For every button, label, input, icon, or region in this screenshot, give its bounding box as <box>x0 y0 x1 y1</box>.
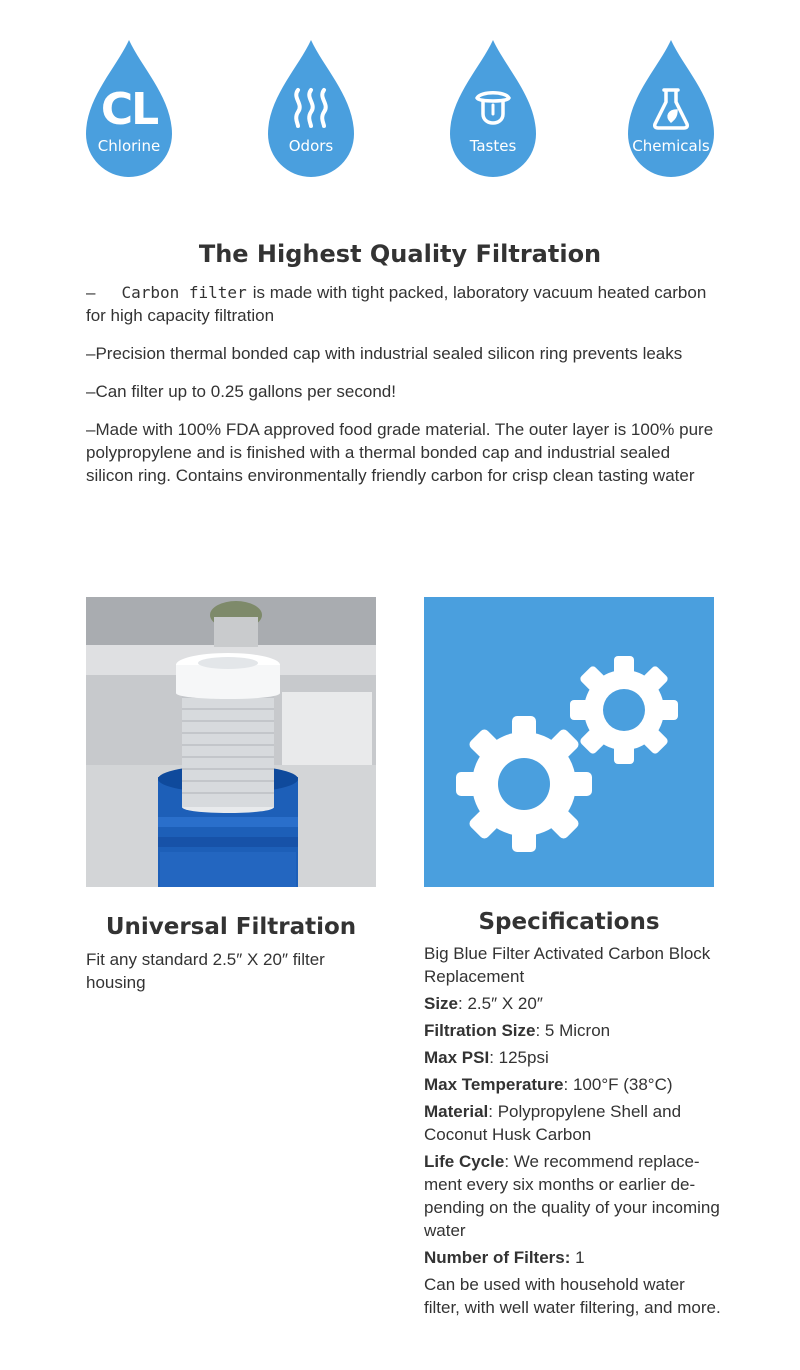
spec-value: : 2.5″ X 20″ <box>458 994 543 1013</box>
spec-value: : 5 Micron <box>535 1021 611 1040</box>
spec-psi <box>424 1046 724 1069</box>
odor-waves-icon <box>266 86 356 135</box>
main-title: The Highest Quality Filtration <box>198 240 602 268</box>
spec-label: Max Temperature <box>424 1075 564 1094</box>
drop-label-odors: Odors <box>288 137 334 155</box>
spec-size <box>424 992 724 1015</box>
spec-filter-count <box>424 1246 724 1269</box>
feature-list <box>86 281 716 502</box>
gears-graphic <box>424 597 714 887</box>
drop-label-chlorine: Chlorine <box>97 137 161 155</box>
flask-icon <box>626 86 716 135</box>
spec-filtration <box>424 1019 724 1042</box>
feature-item <box>86 281 716 327</box>
spec-label: Size <box>424 994 459 1013</box>
spec-label: Max PSI <box>424 1048 490 1067</box>
spec-material <box>424 1100 724 1146</box>
universal-text: Fit any standard 2.5″ X 20″ filter housing <box>86 950 325 992</box>
tastes-drop <box>448 38 538 178</box>
spec-label: Filtration Size <box>424 1021 536 1040</box>
feature-item: –Precision thermal bonded cap with industrial sealed silicon ring prevents leaks <box>86 344 683 363</box>
spec-value: 1 <box>570 1248 585 1267</box>
gears-icon <box>424 597 714 887</box>
bullet-dash: – <box>86 283 96 302</box>
feature-item: –Can filter up to 0.25 gallons per second! <box>86 382 396 401</box>
spec-product: Big Blue Filter Activated Carbon Block Replacement <box>424 944 711 986</box>
chlorine-drop <box>84 38 174 178</box>
spec-usage: Can be used with household water filter, with well water filtering, and more. <box>424 1275 721 1317</box>
product-photo <box>86 597 376 887</box>
drop-label-tastes: Tastes <box>469 137 517 155</box>
spec-value: : Polypropylene Shell and Coconut Husk Carbon <box>424 1102 682 1144</box>
spec-value: : 125psi <box>489 1048 549 1067</box>
contaminant-icons-row <box>0 38 800 183</box>
spec-value: : 100°F (38°C) <box>563 1075 673 1094</box>
specs-title: Specifications <box>478 909 660 935</box>
chlorine-icon: CL <box>100 84 158 135</box>
drop-label-chemicals: Chemicals <box>632 137 710 155</box>
spec-label: Life Cycle <box>424 1152 505 1171</box>
chemicals-drop <box>626 38 716 178</box>
spec-value: : We recommend replacement every six months or earlier depending on the quality of your incoming water <box>424 1152 720 1240</box>
universal-title: Universal Filtration <box>105 914 357 940</box>
spec-life-cycle <box>424 1150 724 1242</box>
brand-name: Carbon filter <box>121 283 247 302</box>
spec-temperature <box>424 1073 724 1096</box>
spec-label: Number of Filters: <box>424 1248 571 1267</box>
tongue-mouth-icon <box>448 86 538 135</box>
feature-text: is made with tight packed, laboratory vacuum heated carbon for high capacity filtration <box>86 283 707 325</box>
spec-label: Material <box>424 1102 489 1121</box>
odors-drop <box>266 38 356 178</box>
feature-item: –Made with 100% FDA approved food grade material. The outer layer is 100% pure polypropylene and is finished with a thermal bonded cap and industrial sealed silicon ring. Contains environmentally friendly carbon for crisp clean tasting water <box>86 420 714 485</box>
specs-list <box>424 942 724 1323</box>
